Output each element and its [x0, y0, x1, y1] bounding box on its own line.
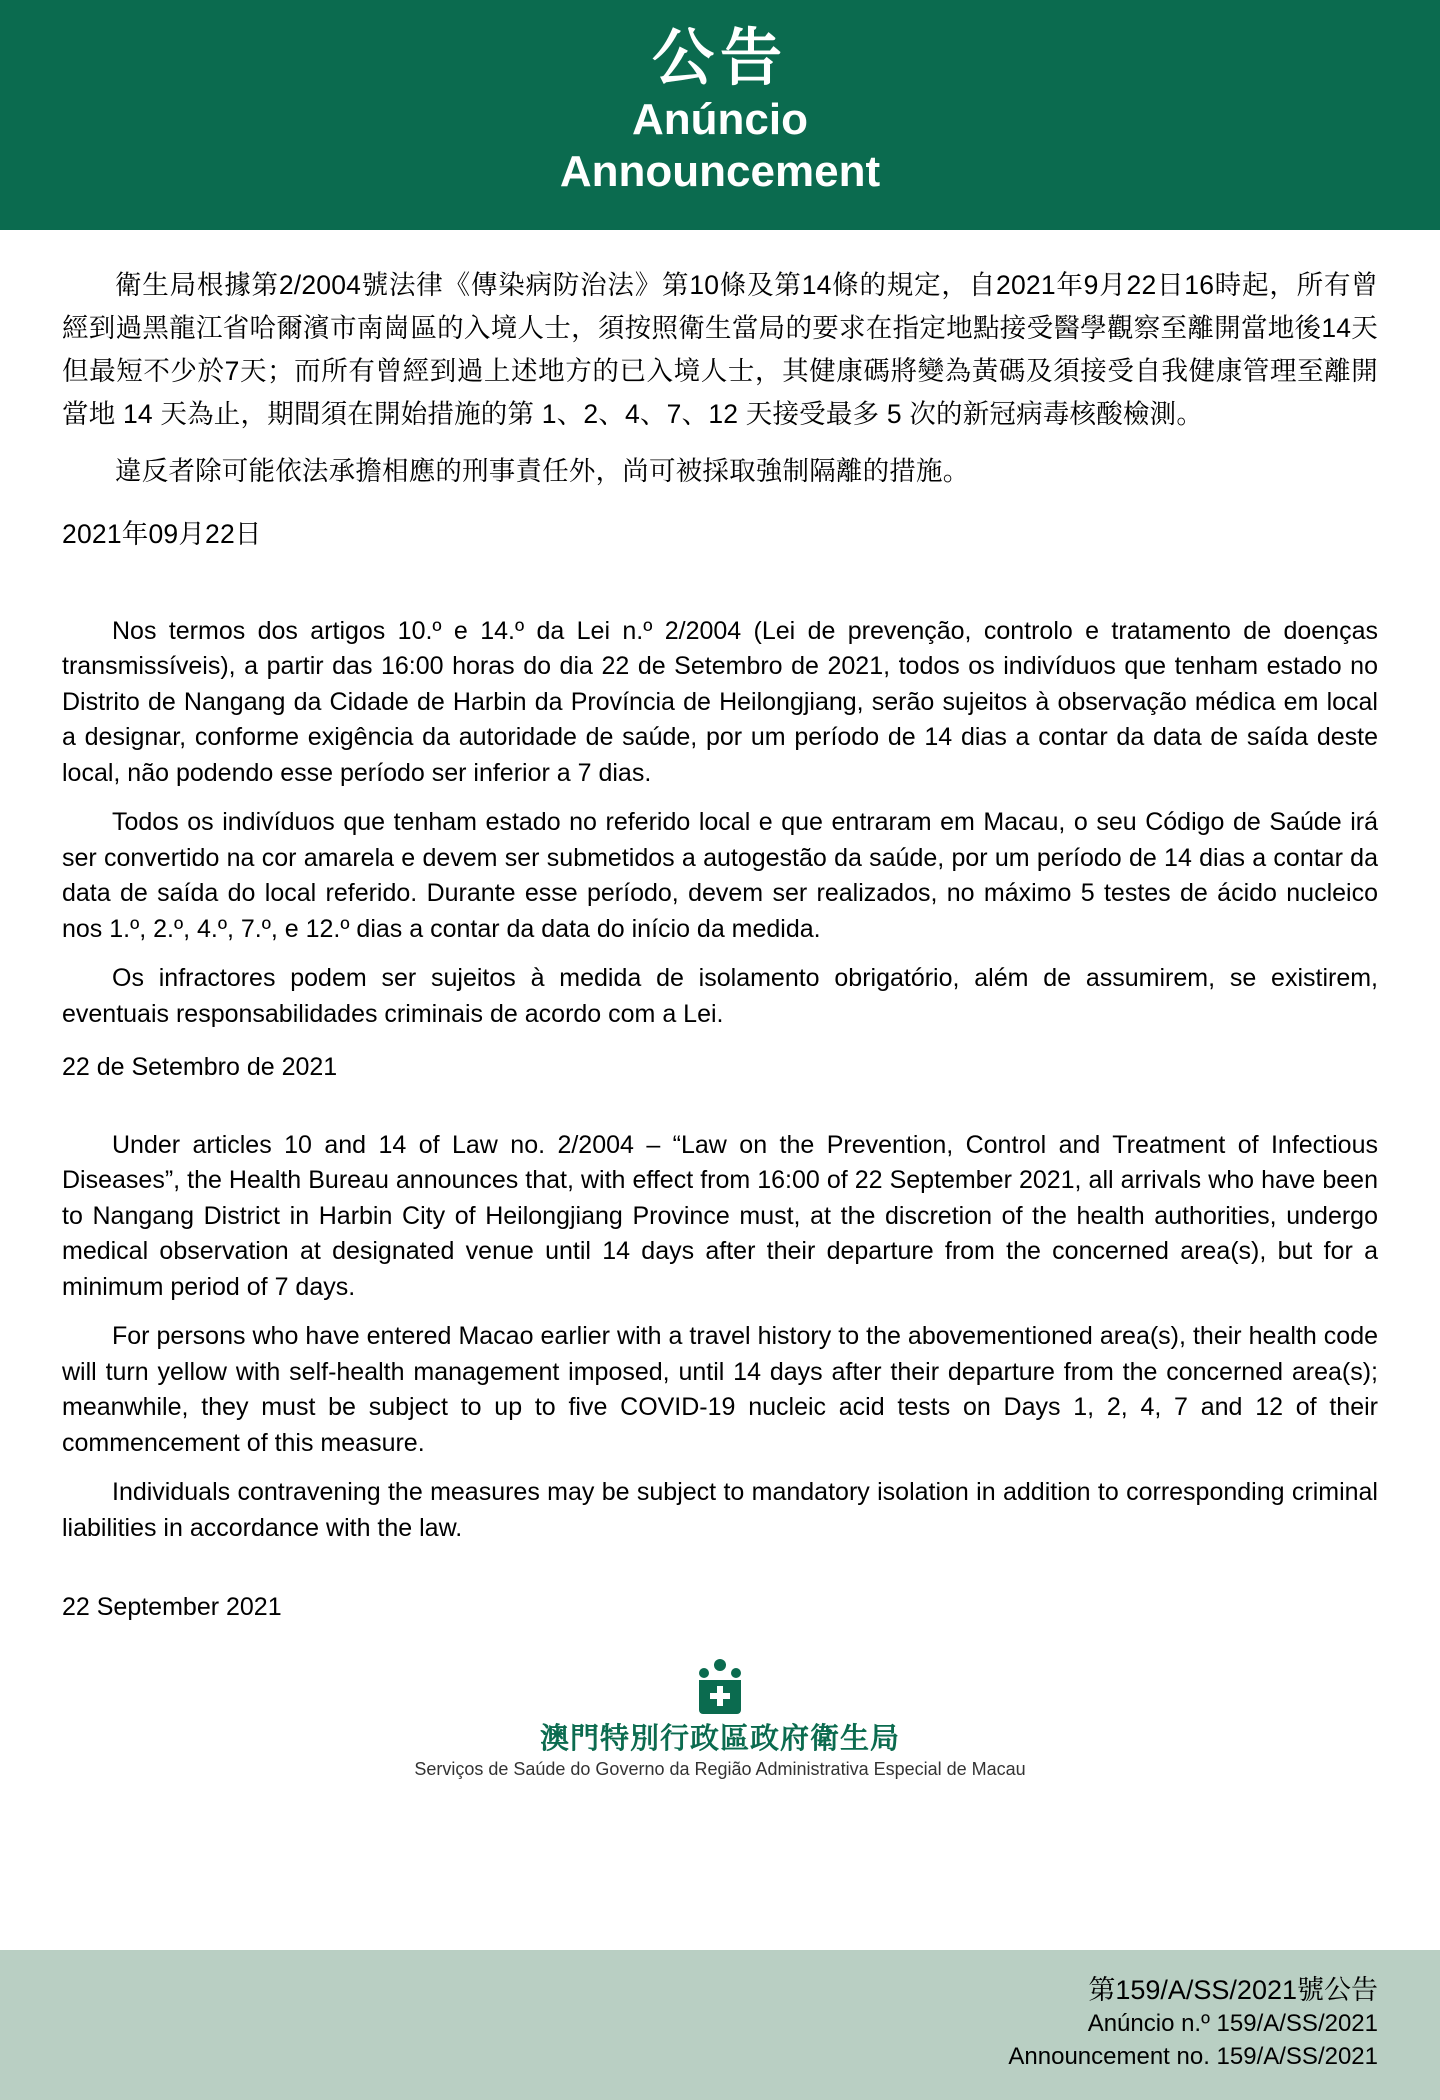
- document-body: [0, 230, 1440, 1782]
- portuguese-section: [62, 614, 1378, 1086]
- portuguese-paragraph-3: Os infractores podem ser sujeitos à medida de isolamento obrigatório, além de assumirem, se existirem, eventuais responsabilidades criminais de acordo com a Lei.: [62, 964, 1378, 1028]
- english-section: [62, 1128, 1378, 1626]
- portuguese-date: 22 de Setembro de 2021: [62, 1053, 338, 1082]
- english-paragraph-1: Under articles 10 and 14 of Law no. 2/2004 – “Law on the Prevention, Control and Treatment of Infectious Diseases”, the Health Bureau announces that, with effect from 16:00 of 22 September 2021, all arrivals who have been to Nangang District in Harbin City of Heilongjiang Province must, at the discretion of the health authorities, undergo medical observation at designated venue until 14 days after their departure from the concerned area(s), but for a minimum period of 7 days.: [62, 1130, 1378, 1301]
- portuguese-paragraph-1: Nos termos dos artigos 10.º e 14.º da Lei n.º 2/2004 (Lei de prevenção, controlo e tratamento de doenças transmissíveis), a partir das 16:00 horas do dia 22 de Setembro de 2021, todos os indivíduos que tenham estado no Distrito de Nangang da Cidade de Harbin da Província de Heilongjiang, serão sujeitos à observação médica em local a designar, conforme exigência da autoridade de saúde, por um período de 14 dias a contar da data de saída deste local, não podendo esse período ser inferior a 7 dias.: [62, 616, 1378, 787]
- header-title-english: Announcement: [559, 146, 881, 196]
- issuer-logo-block: [62, 1656, 1378, 1782]
- health-bureau-logo-icon: [689, 1656, 751, 1718]
- footer-reference-english: Announcement no. 159/A/SS/2021: [1008, 2042, 1378, 2070]
- footer-reference-bar: [0, 1950, 1440, 2100]
- footer-reference-chinese: 第159/A/SS/2021號公告: [1088, 1975, 1378, 2005]
- chinese-paragraph-2: 違反者除可能依法承擔相應的刑事責任外，尚可被採取強制隔離的措施。: [115, 455, 970, 486]
- english-paragraph-2: For persons who have entered Macao earlier with a travel history to the abovementioned area(s), their health code will turn yellow with self-health management imposed, until 14 days after their departure from the concerned area(s); meanwhile, they must be subject to up to five COVID-19 nucleic acid tests on Days 1, 2, 4, 7 and 12 of their commencement of this measure.: [62, 1322, 1378, 1457]
- issuer-name-portuguese: Serviços de Saúde do Governo da Região Administrativa Especial de Macau: [414, 1759, 1026, 1780]
- footer-reference-portuguese: Anúncio n.º 159/A/SS/2021: [1087, 2010, 1378, 2038]
- header-title-chinese: 公告: [651, 24, 788, 94]
- english-date: 22 September 2021: [62, 1593, 282, 1622]
- header-title-portuguese: Anúncio: [632, 94, 808, 144]
- english-paragraph-3: Individuals contravening the measures may be subject to mandatory isolation in addition to corresponding criminal liabilities in accordance with the law.: [62, 1478, 1378, 1542]
- chinese-section: [62, 264, 1378, 556]
- chinese-date: 2021年09月22日: [62, 518, 262, 549]
- portuguese-paragraph-2: Todos os indivíduos que tenham estado no referido local e que entraram em Macau, o seu Código de Saúde irá ser convertido na cor amarela e devem ser submetidos a autogestão da saúde, por um período de 14 dias a contar da data de saída do local referido. Durante esse período, devem ser realizados, no máximo 5 testes de ácido nucleico nos 1.º, 2.º, 4.º, 7.º, e 12.º dias a contar da data do início da medida.: [62, 808, 1378, 943]
- page-header: [0, 0, 1440, 230]
- chinese-paragraph-1: 衛生局根據第2/2004號法律《傳染病防治法》第10條及第14條的規定，自2021年9月22日16時起，所有曾經到過黑龍江省哈爾濱市南崗區的入境人士，須按照衛生當局的要求在指定地點接受醫學觀察至離開當地後14天但最短不少於7天；而所有曾經到過上述地方的已入境人士，其健康碼將變為黃碼及須接受自我健康管理至離開當地 14 天為止，期間須在開始措施的第 1、2、4、7、12 天接受最多 5 次的新冠病毒核酸檢測。: [62, 270, 1378, 429]
- issuer-name-chinese: 澳門特別行政區政府衛生局: [539, 1722, 900, 1755]
